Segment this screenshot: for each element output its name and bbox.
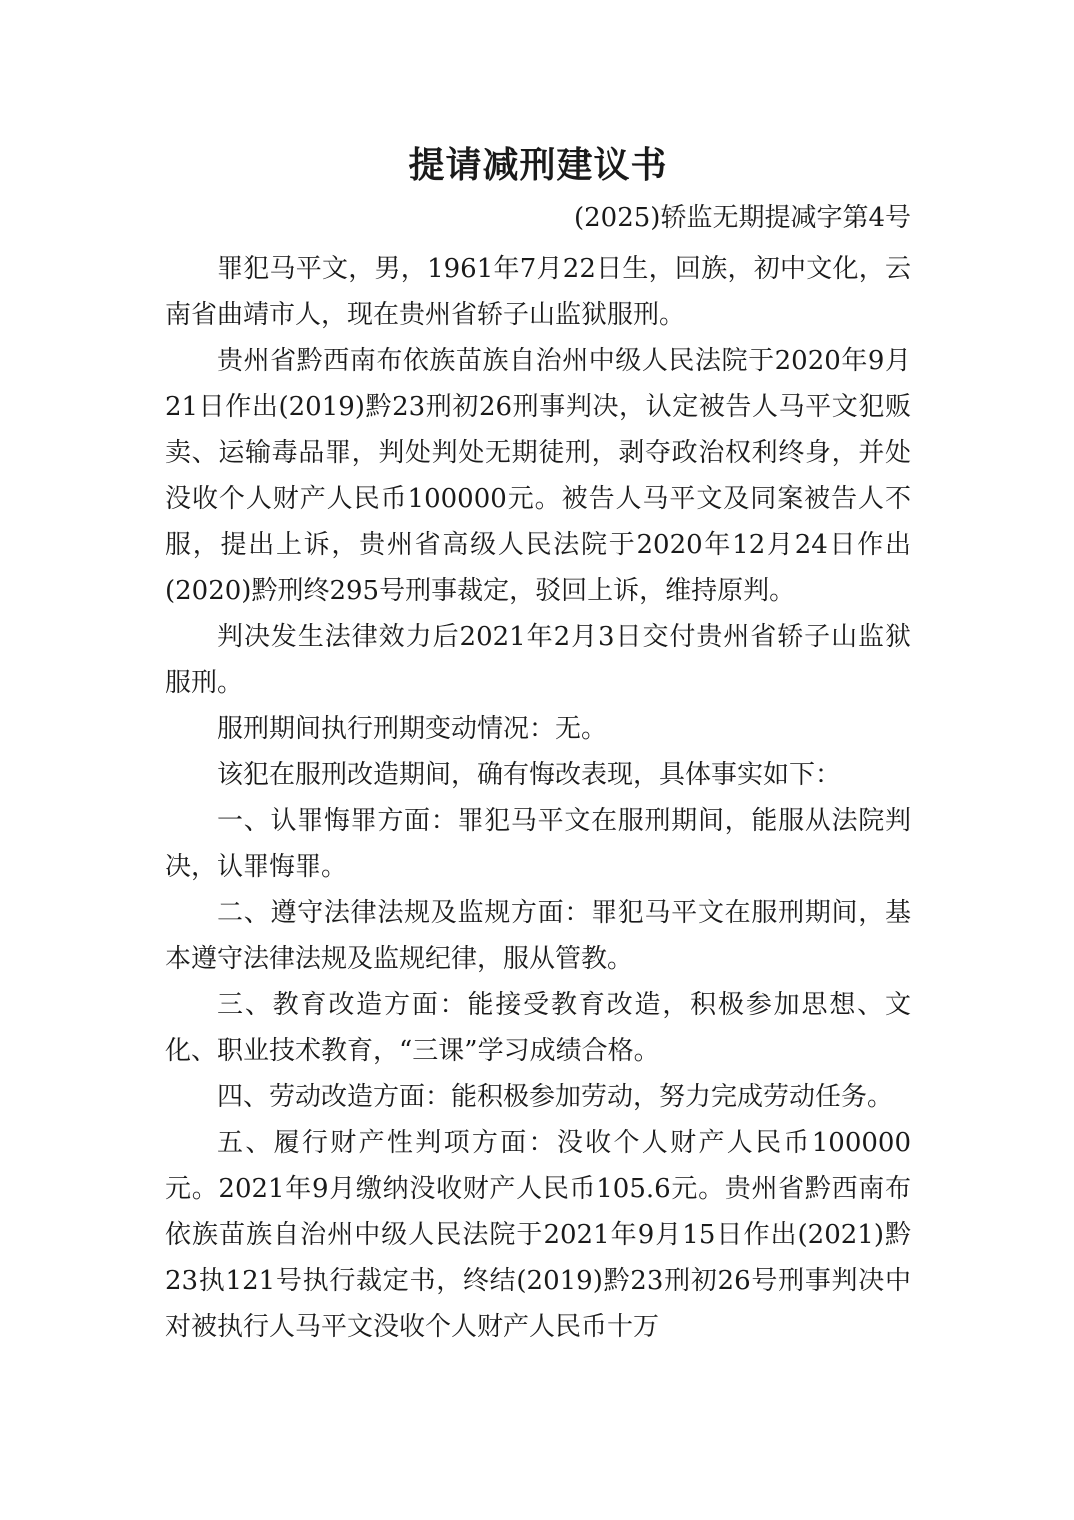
document-number: (2025)轿监无期提减字第4号	[574, 203, 911, 233]
paragraph-property: 五、履行财产性判项方面：没收个人财产人民币100000元。2021年9月缴纳没收财产人民币105.6元。贵州省黔西南布依族苗族自治州中级人民法院于2021年9月15日作出(2021)黔23执121号执行裁定书，终结(2019)黔23刑初26号刑事判决中对被执行人马平文没收个人财产人民币十万	[165, 1128, 911, 1342]
paragraph-delivery: 判决发生法律效力后2021年2月3日交付贵州省轿子山监狱服刑。	[165, 622, 911, 698]
document-title: 提请减刑建议书	[408, 145, 668, 186]
paragraph-criminal-info: 罪犯马平文，男，1961年7月22日生，回族，初中文化，云南省曲靖市人，现在贵州省轿子山监狱服刑。	[165, 254, 911, 330]
paragraph-law-compliance: 二、遵守法律法规及监规方面：罪犯马平文在服刑期间，基本遵守法律法规及监规纪律，服从管教。	[165, 898, 911, 974]
paragraph-education: 三、教育改造方面：能接受教育改造，积极参加思想、文化、职业技术教育，“三课”学习成绩合格。	[165, 990, 911, 1066]
paragraph-facts-intro: 该犯在服刑改造期间，确有悔改表现，具体事实如下：	[217, 760, 842, 790]
document-page	[165, 140, 911, 1350]
paragraph-judgment: 贵州省黔西南布依族苗族自治州中级人民法院于2020年9月21日作出(2019)黔23刑初26刑事判决，认定被告人马平文犯贩卖、运输毒品罪，判处判处无期徒刑，剥夺政治权利终身，并处没收个人财产人民币100000元。被告人马平文及同案被告人不服，提出上诉，贵州省高级人民法院于2020年12月24日作出(2020)黔刑终295号刑事裁定，驳回上诉，维持原判。	[165, 346, 911, 606]
paragraph-sentence-changes: 服刑期间执行刑期变动情况：无。	[217, 714, 608, 744]
paragraph-repentance: 一、认罪悔罪方面：罪犯马平文在服刑期间，能服从法院判决，认罪悔罪。	[165, 806, 911, 882]
paragraph-labor: 四、劳动改造方面：能积极参加劳动，努力完成劳动任务。	[217, 1082, 894, 1112]
